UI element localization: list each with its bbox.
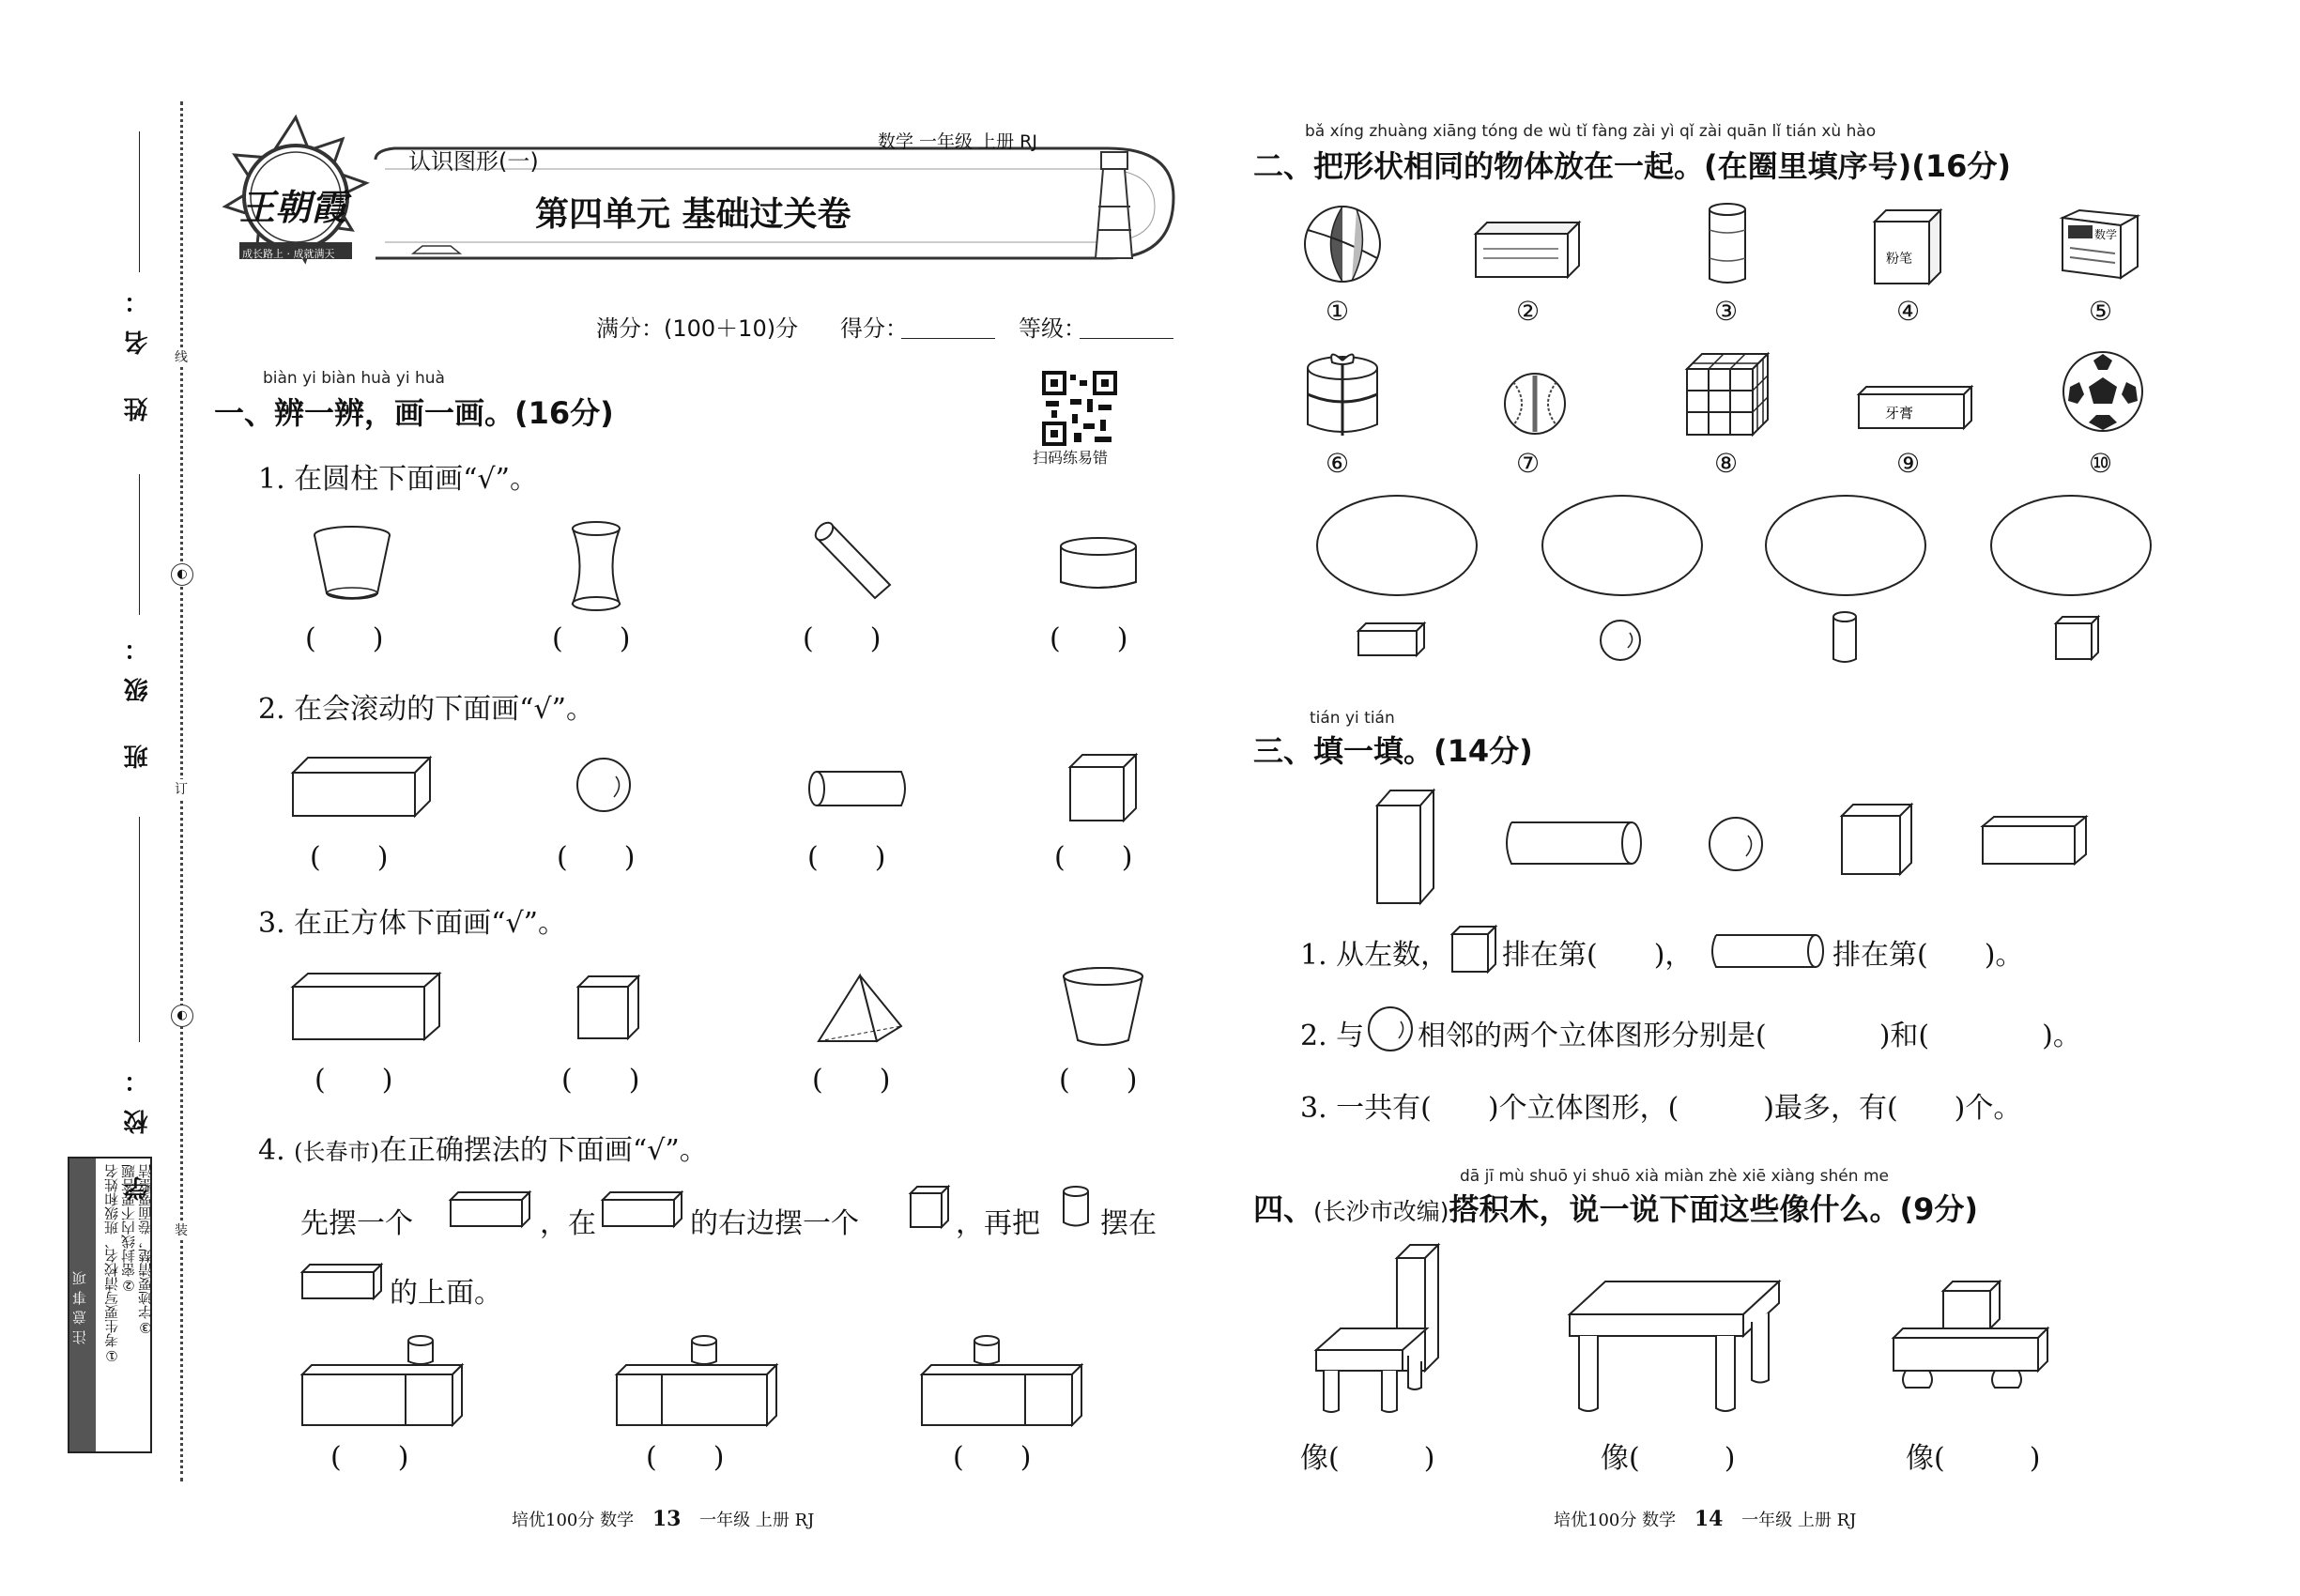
label-1: ① (1326, 296, 1350, 327)
s1-q3-blank-2[interactable]: ( ) (561, 1064, 640, 1097)
s3-q2-b: 相邻的两个立体图形分别是( )和( )。 (1418, 1020, 2081, 1052)
cuboid-shape (291, 756, 432, 817)
notice-title: 注意事项 (69, 1159, 96, 1451)
s3-q1-b: 排在第( )， (1502, 939, 1694, 972)
toothpaste-box-icon (1857, 385, 1974, 430)
cube-shape (1068, 753, 1139, 823)
s4-title-a: 四、 (1253, 1191, 1314, 1227)
s1-q4-source: (长春市) (294, 1139, 379, 1165)
seal-tag-2: 订 (173, 779, 190, 798)
label-5: ⑤ (2089, 296, 2113, 327)
flat-cylinder-shape (1056, 535, 1141, 596)
s3-title: 三、填一填。(14分) (1253, 733, 1533, 769)
s3-cuboid (1981, 815, 2089, 867)
s3-q3: 3. 一共有( )个立体图形，( )最多，有( )个。 (1300, 1092, 2022, 1125)
lying-cylinder-shape (807, 768, 911, 809)
s1-q4-a: 先摆一个 (300, 1207, 413, 1240)
s1-q2: 2. 在会滚动的下面画“√”。 (258, 693, 594, 726)
footer-right (1554, 1507, 1856, 1531)
s1-q4-f: 的上面。 (390, 1277, 502, 1310)
oval-hint-sphere (1598, 618, 1643, 663)
label-10: ⑩ (2089, 448, 2113, 479)
answer-oval-1[interactable] (1314, 493, 1483, 601)
footer-right-rest: 一年级 上册 RJ (1741, 1511, 1857, 1530)
answer-oval-2[interactable] (1540, 493, 1709, 601)
score-blank[interactable] (901, 338, 995, 339)
s3-lying-cylinder (1502, 819, 1643, 867)
score-label: 得分： (840, 315, 908, 342)
s1-q4-prefix: 4. (258, 1134, 295, 1167)
s1-title: 一、辨一辨，画一画。(16分) (214, 395, 614, 431)
grade-label: 等级： (1019, 315, 1086, 342)
gift-tin-icon (1300, 347, 1385, 441)
s4-pinyin: dā jī mù shuō yi shuō xià miàn zhè xiē xiàng shén me (1460, 1167, 1889, 1186)
small-cube-shape (576, 974, 642, 1042)
arrangement-option-2 (615, 1333, 779, 1427)
q4-cylinder-icon (1061, 1185, 1091, 1230)
s1-q1-blank-2[interactable]: ( ) (552, 622, 631, 655)
s1-pinyin: biàn yi biàn huà yi huà (263, 369, 445, 388)
s3-q1-cube-icon (1450, 925, 1497, 974)
s1-q3-blank-1[interactable]: ( ) (314, 1064, 393, 1097)
full-score: 满分：(100＋10)分 (596, 315, 799, 342)
label-4: ④ (1896, 296, 1921, 327)
s3-q1-c: 排在第( )。 (1832, 939, 2024, 972)
page-number-14: 14 (1694, 1507, 1724, 1531)
s1-q2-blank-3[interactable]: ( ) (807, 841, 886, 874)
class-line (139, 474, 140, 615)
rubiks-cube-icon (1685, 352, 1770, 437)
name-line (139, 131, 140, 272)
q4-cube-icon (909, 1185, 951, 1230)
s1-q4 (258, 1127, 708, 1168)
s1-q4-e: 摆在 (1100, 1207, 1157, 1240)
chalk-box-icon (1873, 208, 1943, 288)
s1-q3: 3. 在正方体下面画“√”。 (258, 907, 566, 940)
cup-shape (310, 526, 394, 606)
oval-hint-cylinder (1831, 610, 1859, 667)
s3-q2-sphere-icon (1366, 1005, 1415, 1053)
oval-hint-cube (2054, 615, 2101, 662)
school-line (139, 817, 140, 1042)
math-book-icon (2061, 208, 2140, 284)
name-label: 姓 名： (124, 272, 152, 422)
s1-q3-blank-3[interactable]: ( ) (812, 1064, 891, 1097)
chalk-box-text: 粉笔 (1886, 252, 1912, 267)
s3-pinyin: tián yi tián (1310, 709, 1395, 728)
subject-line: 数学 一年级 上册 RJ (878, 131, 1037, 152)
s4-answer-3[interactable]: 像( ) (1906, 1442, 2041, 1475)
s1-q1-blank-3[interactable]: ( ) (803, 622, 882, 655)
tin-can-icon (1707, 202, 1748, 286)
spool-shape (568, 521, 624, 610)
pyramid-shape (815, 972, 904, 1047)
s3-sphere (1707, 815, 1765, 873)
page-number-13: 13 (652, 1507, 682, 1531)
tilted-cylinder-shape (807, 521, 897, 610)
s2-title: 二、把形状相同的物体放在一起。(在圈里填序号)(16分) (1253, 148, 2012, 184)
class-label: 班 级： (124, 620, 152, 770)
label-8: ⑧ (1714, 448, 1739, 479)
s3-q1-a: 1. 从左数， (1300, 939, 1449, 972)
notice-box (68, 1157, 152, 1453)
notice-2: ②密封线内不要答题 (120, 1164, 137, 1294)
q4-cuboid-icon-1 (449, 1190, 531, 1230)
s2-pinyin: bǎ xíng zhuàng xiāng tóng de wù tǐ fàng zài yì qǐ zài quān lǐ tián xù hào (1305, 122, 1877, 141)
svg-text:数学: 数学 (2094, 228, 2118, 241)
s1-q1: 1. 在圆柱下面画“√”。 (258, 463, 538, 496)
pencil-box-icon (1474, 221, 1582, 282)
label-3: ③ (1714, 296, 1739, 327)
q4-cuboid-icon-2 (601, 1190, 683, 1230)
qr-caption: 扫码练易错 (1033, 449, 1109, 467)
oval-hint-cuboid (1357, 622, 1427, 657)
page-title: 第四单元 基础过关卷 (535, 195, 851, 234)
s3-q1-cylinder-icon (1709, 932, 1826, 970)
beach-ball-icon (1300, 202, 1385, 286)
brand-name: 王朝霞 (239, 186, 347, 228)
s1-q3-blank-4[interactable]: ( ) (1059, 1064, 1138, 1097)
s1-q2-blank-4[interactable]: ( ) (1054, 841, 1133, 874)
table-blocks (1568, 1277, 1784, 1418)
footer-left (512, 1507, 814, 1531)
tall-cuboid-shape (1375, 789, 1436, 906)
s4-title (1253, 1186, 1978, 1229)
topic-label: 认识图形(一) (408, 148, 539, 175)
label-2: ② (1516, 296, 1541, 327)
s3-cube (1840, 803, 1915, 878)
soccer-ball-icon (2061, 349, 2145, 434)
baseball-icon (1502, 371, 1568, 437)
seal-tag-3: 装 (173, 1220, 190, 1239)
school-label: 学 校： (124, 1051, 152, 1202)
answer-oval-3[interactable] (1763, 493, 1932, 601)
arrangement-option-1 (300, 1333, 465, 1427)
s1-q4-d: ，再把 (956, 1207, 1040, 1240)
sphere-shape (575, 756, 633, 814)
notice-3: ③字迹要清楚，卷面要整洁 (137, 1164, 154, 1336)
label-9: ⑨ (1896, 448, 1921, 479)
s1-q1-blank-4[interactable]: ( ) (1050, 622, 1128, 655)
s4-title-b: 搭积木，说一说下面这些像什么。(9分) (1449, 1191, 1979, 1227)
q4-cuboid-icon-3 (300, 1263, 383, 1302)
arrangement-option-3 (920, 1333, 1084, 1427)
s1-q4-blank-2[interactable]: ( ) (646, 1441, 725, 1474)
s1-q4-blank-3[interactable]: ( ) (953, 1441, 1032, 1474)
seal-circle-2: ◐ (171, 1005, 193, 1027)
label-6: ⑥ (1326, 448, 1350, 479)
footer-left-rest: 一年级 上册 RJ (699, 1511, 815, 1530)
s1-q1-blank-1[interactable]: ( ) (305, 622, 384, 655)
s4-answer-1[interactable]: 像( ) (1300, 1442, 1435, 1475)
s4-answer-2[interactable]: 像( ) (1601, 1442, 1736, 1475)
chair-blocks (1314, 1239, 1446, 1418)
s1-q4-blank-1[interactable]: ( ) (330, 1441, 409, 1474)
s1-q4-b: ，在 (540, 1207, 596, 1240)
seal-tag-1: 线 (173, 347, 190, 366)
s4-title-source: (长沙市改编) (1313, 1198, 1449, 1225)
s1-q4-c: 的右边摆一个 (690, 1207, 859, 1240)
s1-q4-text: 在正确摆法的下面画“√”。 (378, 1134, 708, 1167)
qr-code-icon[interactable] (1042, 371, 1117, 446)
s1-q2-blank-1[interactable]: ( ) (310, 841, 389, 874)
s3-q2-a: 2. 与 (1300, 1020, 1365, 1052)
footer-right-brand: 培优100分 数学 (1554, 1511, 1677, 1530)
big-cuboid-shape (291, 972, 441, 1042)
bucket-shape (1061, 967, 1145, 1051)
notice-1: ①考生要写清校名、班级和姓名 (103, 1164, 120, 1364)
label-7: ⑦ (1516, 448, 1541, 479)
seal-circle-1: ◐ (171, 563, 193, 586)
footer-left-brand: 培优100分 数学 (512, 1511, 635, 1530)
grade-blank[interactable] (1080, 338, 1173, 339)
s1-q2-blank-2[interactable]: ( ) (557, 841, 636, 874)
truck-blocks (1892, 1277, 2051, 1389)
answer-oval-4[interactable] (1988, 493, 2157, 601)
brand-sub: 成长路上 · 成就满天 (242, 248, 335, 260)
svg-text:牙膏: 牙膏 (1885, 405, 1914, 422)
